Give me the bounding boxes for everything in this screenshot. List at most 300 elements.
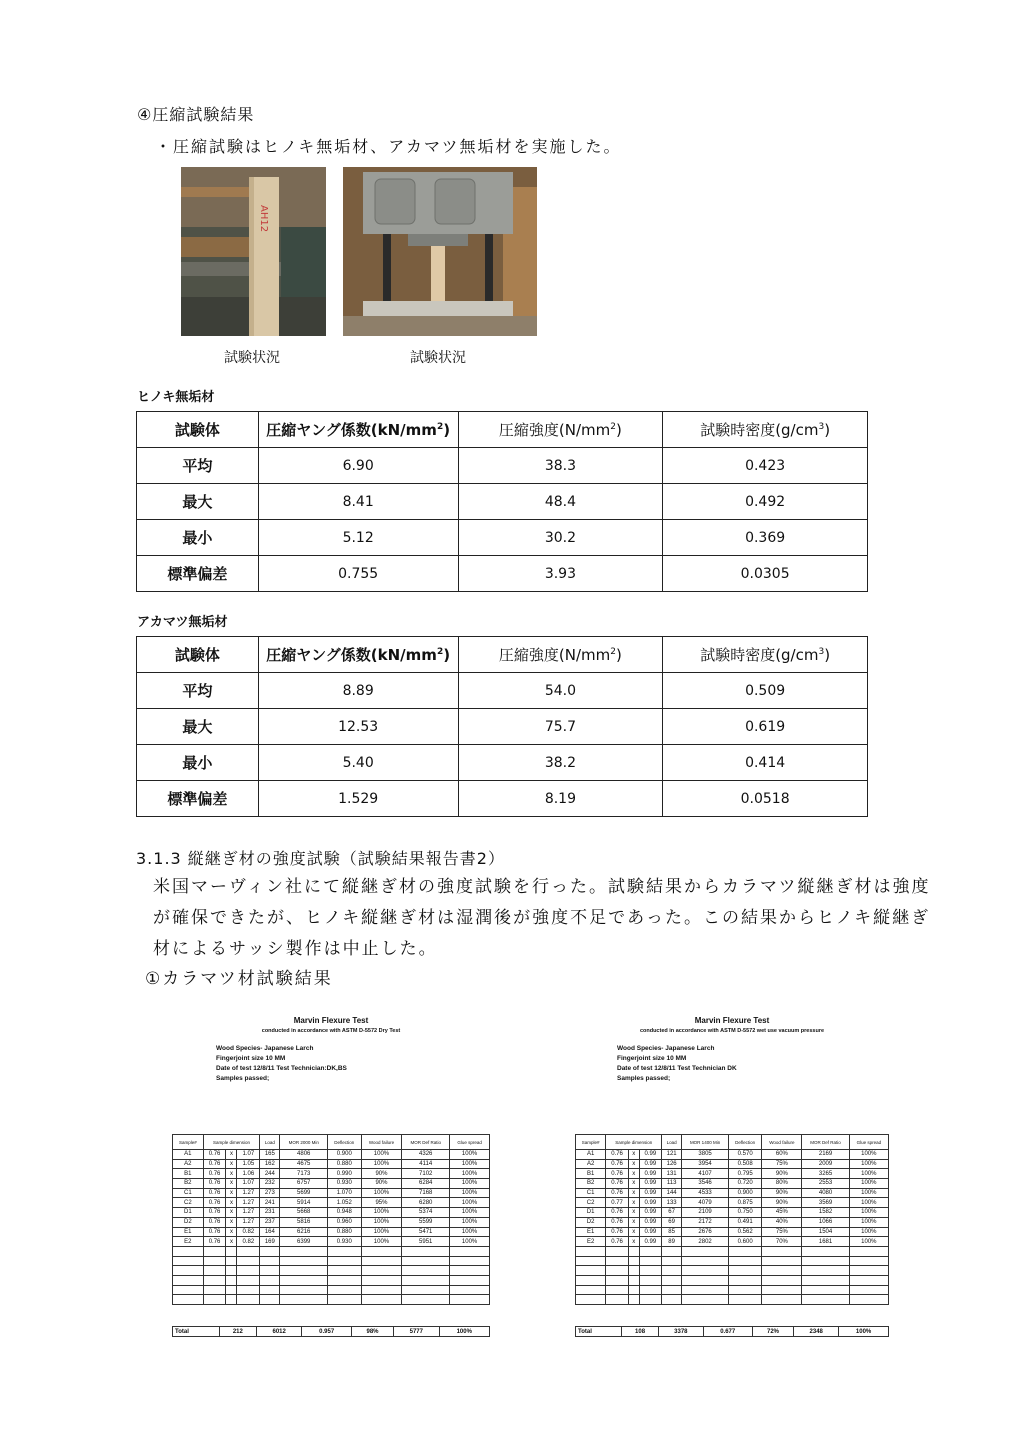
body-line: 米国マーヴィン社にて縦継ぎ材の強度試験を行った。試験結果からカラマツ縦継ぎ材は強度 bbox=[153, 877, 931, 897]
wet-total-row bbox=[575, 1326, 889, 1337]
sheet-cell bbox=[173, 1295, 204, 1305]
header-cell: 試験時密度$(g/cm^3)$ bbox=[663, 637, 868, 673]
sheet-cell: 7173 bbox=[280, 1169, 328, 1179]
sheet-cell: 1582 bbox=[802, 1208, 849, 1218]
sheet-cell bbox=[606, 1275, 629, 1285]
sheet-cell: 100% bbox=[361, 1188, 402, 1198]
sheet-cell: x bbox=[628, 1237, 639, 1247]
sheet-cell bbox=[237, 1275, 260, 1285]
sheet-total-cell: 6012 bbox=[256, 1327, 301, 1337]
table-row bbox=[137, 673, 868, 709]
sheet-cell: 0.562 bbox=[729, 1227, 762, 1237]
sheet-cell: 2172 bbox=[682, 1217, 729, 1227]
sheet-cell: 273 bbox=[260, 1188, 280, 1198]
sheet-cell: 1681 bbox=[802, 1237, 849, 1247]
body-line: が確保できたが、ヒノキ縦継ぎ材は湿潤後が強度不足であった。この結果からヒノキ縦継ぎ bbox=[153, 908, 931, 928]
sheet-cell bbox=[762, 1266, 802, 1276]
sheet-cell: 0.76 bbox=[606, 1159, 629, 1169]
sheet-cell: 0.960 bbox=[327, 1217, 361, 1227]
sheet-cell bbox=[606, 1285, 629, 1295]
sheet-cell bbox=[280, 1275, 328, 1285]
sheet-cell bbox=[237, 1266, 260, 1276]
test-photo-machine bbox=[343, 167, 537, 336]
sheet-cell bbox=[762, 1275, 802, 1285]
sheet-cell bbox=[576, 1285, 606, 1295]
sheet-total-cell: 5777 bbox=[394, 1327, 439, 1337]
sheet-cell: 0.76 bbox=[606, 1227, 629, 1237]
sheet-cell: 1.27 bbox=[237, 1198, 260, 1208]
sheet-cell: 0.76 bbox=[203, 1217, 226, 1227]
sheet-cell bbox=[628, 1285, 639, 1295]
row-label: 平均 bbox=[137, 448, 259, 484]
section-4-heading: ④圧縮試験結果 bbox=[137, 105, 255, 124]
sheet-cell: 0.76 bbox=[203, 1169, 226, 1179]
sheet-cell bbox=[662, 1285, 682, 1295]
sheet-subtitle: conducted in accordance with ASTM D-5572 Dry Test bbox=[261, 1028, 401, 1034]
sheet-cell: 2802 bbox=[682, 1237, 729, 1247]
sheet-cell: 244 bbox=[260, 1169, 280, 1179]
sheet-cell: 75% bbox=[762, 1159, 802, 1169]
sheet-cell: 0.900 bbox=[327, 1150, 361, 1160]
sheet-cell bbox=[173, 1246, 204, 1256]
sheet-cell: 0.76 bbox=[606, 1188, 629, 1198]
sheet-cell: D1 bbox=[173, 1208, 204, 1218]
sheet-cell bbox=[729, 1295, 762, 1305]
sheet-cell: 1.27 bbox=[237, 1217, 260, 1227]
sheet-cell: E1 bbox=[173, 1227, 204, 1237]
sheet-cell: 1.07 bbox=[237, 1179, 260, 1189]
sheet-cell bbox=[762, 1285, 802, 1295]
sheet-cell bbox=[576, 1295, 606, 1305]
meta-line: Fingerjoint size 10 MM bbox=[617, 1055, 687, 1062]
sheet-cell: 0.930 bbox=[327, 1179, 361, 1189]
sheet-cell bbox=[237, 1246, 260, 1256]
row-label: 最大 bbox=[137, 709, 259, 745]
sheet-cell: 232 bbox=[260, 1179, 280, 1189]
sheet-cell bbox=[173, 1266, 204, 1276]
sheet-blank-row bbox=[173, 1266, 490, 1276]
sheet-header-cell: MOR Def Ratio bbox=[402, 1135, 450, 1150]
sheet-cell bbox=[450, 1285, 490, 1295]
sheet-cell bbox=[402, 1266, 450, 1276]
sheet-cell: 0.491 bbox=[729, 1217, 762, 1227]
sheet-cell: 3265 bbox=[802, 1169, 849, 1179]
sheet-row bbox=[173, 1169, 490, 1179]
table-row bbox=[137, 709, 868, 745]
sheet-cell: 0.99 bbox=[639, 1198, 662, 1208]
header-cell: 圧縮強度$(N/mm^2)$ bbox=[458, 412, 663, 448]
sheet-row bbox=[173, 1237, 490, 1247]
hinoki-table-title: ヒノキ無垢材 bbox=[137, 390, 215, 405]
sheet-cell: x bbox=[226, 1169, 237, 1179]
karamatsu-heading: ①カラマツ材試験結果 bbox=[145, 969, 333, 989]
sheet-cell bbox=[173, 1285, 204, 1295]
sheet-cell: x bbox=[628, 1198, 639, 1208]
sheet-cell bbox=[226, 1295, 237, 1305]
sheet-cell: 4107 bbox=[682, 1169, 729, 1179]
sheet-cell bbox=[802, 1246, 849, 1256]
sheet-cell bbox=[203, 1246, 226, 1256]
sheet-cell bbox=[226, 1266, 237, 1276]
sheet-cell: 133 bbox=[662, 1198, 682, 1208]
sheet-cell bbox=[576, 1246, 606, 1256]
sheet-cell bbox=[260, 1295, 280, 1305]
sheet-cell: 4080 bbox=[802, 1188, 849, 1198]
akamatsu-table bbox=[136, 636, 868, 817]
table-cell: 54.0 bbox=[458, 673, 663, 709]
sheet-cell bbox=[802, 1266, 849, 1276]
sheet-cell: 100% bbox=[450, 1188, 490, 1198]
sheet-cell: B1 bbox=[173, 1169, 204, 1179]
sheet-cell: C1 bbox=[173, 1188, 204, 1198]
sheet-cell: 6280 bbox=[402, 1198, 450, 1208]
sheet-cell bbox=[849, 1246, 888, 1256]
sheet-cell: 100% bbox=[849, 1169, 888, 1179]
sheet-cell: x bbox=[226, 1227, 237, 1237]
sheet-row bbox=[576, 1150, 889, 1160]
sheet-header-cell: MOR 2000 Min bbox=[280, 1135, 328, 1150]
sheet-cell: 89 bbox=[662, 1237, 682, 1247]
sheet-header-cell: Sample# bbox=[173, 1135, 204, 1150]
sheet-header-row bbox=[173, 1135, 490, 1150]
sheet-cell: B1 bbox=[576, 1169, 606, 1179]
table-cell: 0.755 bbox=[258, 556, 458, 592]
sheet-cell bbox=[361, 1285, 402, 1295]
sheet-cell: 0.76 bbox=[606, 1179, 629, 1189]
sheet-cell: 100% bbox=[361, 1227, 402, 1237]
sheet-header-cell: MOR Def Ratio bbox=[802, 1135, 849, 1150]
sheet-total-cell: 3378 bbox=[658, 1327, 703, 1337]
sheet-cell: 5668 bbox=[280, 1208, 328, 1218]
sheet-cell: 0.570 bbox=[729, 1150, 762, 1160]
sheet-cell: A1 bbox=[576, 1150, 606, 1160]
sheet-cell: 100% bbox=[849, 1179, 888, 1189]
sheet-header-cell: Wood failure bbox=[762, 1135, 802, 1150]
sheet-cell bbox=[662, 1295, 682, 1305]
sheet-cell: 0.76 bbox=[606, 1208, 629, 1218]
sheet-cell: 67 bbox=[662, 1208, 682, 1218]
sheet-cell bbox=[802, 1256, 849, 1266]
sheet-cell: 2009 bbox=[802, 1159, 849, 1169]
table-cell: 5.12 bbox=[258, 520, 458, 556]
sheet-cell: B2 bbox=[173, 1179, 204, 1189]
sheet-cell bbox=[402, 1295, 450, 1305]
sheet-cell bbox=[729, 1266, 762, 1276]
sheet-cell: 100% bbox=[849, 1237, 888, 1247]
sheet-cell bbox=[849, 1266, 888, 1276]
sheet-cell: 6216 bbox=[280, 1227, 328, 1237]
sheet-cell: 0.76 bbox=[203, 1227, 226, 1237]
sheet-cell: 5599 bbox=[402, 1217, 450, 1227]
sheet-cell: 7102 bbox=[402, 1169, 450, 1179]
sheet-cell: 0.76 bbox=[606, 1169, 629, 1179]
sheet-cell: 95% bbox=[361, 1198, 402, 1208]
sheet-cell bbox=[361, 1295, 402, 1305]
table-cell: 75.7 bbox=[458, 709, 663, 745]
sheet-header-cell: Glue spread bbox=[849, 1135, 888, 1150]
sheet-cell bbox=[606, 1256, 629, 1266]
table-cell: 0.619 bbox=[663, 709, 868, 745]
sheet-cell: 100% bbox=[450, 1159, 490, 1169]
sheet-cell: 0.99 bbox=[639, 1159, 662, 1169]
table-cell: 48.4 bbox=[458, 484, 663, 520]
sheet-cell: 100% bbox=[450, 1208, 490, 1218]
sheet-cell: 0.990 bbox=[327, 1169, 361, 1179]
sheet-cell: 0.76 bbox=[606, 1237, 629, 1247]
sheet-cell bbox=[662, 1246, 682, 1256]
sheet-cell bbox=[237, 1295, 260, 1305]
sheet-row bbox=[576, 1198, 889, 1208]
sheet-cell: x bbox=[628, 1188, 639, 1198]
sheet-cell: 80% bbox=[762, 1179, 802, 1189]
sheet-cell bbox=[682, 1246, 729, 1256]
sheet-header-cell: Sample# bbox=[576, 1135, 606, 1150]
sheet-cell: 7168 bbox=[402, 1188, 450, 1198]
sheet-cell bbox=[327, 1285, 361, 1295]
sheet-cell: 1.06 bbox=[237, 1169, 260, 1179]
sheet-cell bbox=[203, 1256, 226, 1266]
sheet-cell bbox=[402, 1246, 450, 1256]
dry-results-table bbox=[172, 1134, 490, 1305]
sheet-cell: 100% bbox=[849, 1217, 888, 1227]
sheet-cell: E2 bbox=[576, 1237, 606, 1247]
sheet-cell: 4533 bbox=[682, 1188, 729, 1198]
sheet-cell bbox=[762, 1256, 802, 1266]
sheet-cell bbox=[237, 1256, 260, 1266]
sheet-row bbox=[173, 1150, 490, 1160]
sheet-cell: 5951 bbox=[402, 1237, 450, 1247]
sheet-cell bbox=[450, 1266, 490, 1276]
test-photo-specimen bbox=[181, 167, 326, 336]
table-cell: 0.492 bbox=[663, 484, 868, 520]
sheet-cell bbox=[260, 1266, 280, 1276]
row-label: 標準偏差 bbox=[137, 556, 259, 592]
sheet-cell bbox=[802, 1275, 849, 1285]
sheet-cell bbox=[639, 1295, 662, 1305]
sheet-cell bbox=[849, 1256, 888, 1266]
sheet-cell: 90% bbox=[361, 1179, 402, 1189]
sheet-cell bbox=[628, 1246, 639, 1256]
dry-total-row bbox=[172, 1326, 490, 1337]
table-cell: 38.2 bbox=[458, 745, 663, 781]
sheet-row bbox=[576, 1237, 889, 1247]
sheet-cell: x bbox=[628, 1159, 639, 1169]
sheet-cell bbox=[402, 1256, 450, 1266]
sheet-cell bbox=[327, 1295, 361, 1305]
sheet-cell: 3569 bbox=[802, 1198, 849, 1208]
sheet-cell bbox=[361, 1275, 402, 1285]
sheet-cell: 121 bbox=[662, 1150, 682, 1160]
sheet-cell: 5914 bbox=[280, 1198, 328, 1208]
sheet-row bbox=[173, 1227, 490, 1237]
sheet-cell: 90% bbox=[762, 1169, 802, 1179]
sheet-cell: 2109 bbox=[682, 1208, 729, 1218]
sheet-cell: 100% bbox=[361, 1159, 402, 1169]
sheet-cell: 4114 bbox=[402, 1159, 450, 1169]
sheet-cell: D1 bbox=[576, 1208, 606, 1218]
sheet-cell: 0.750 bbox=[729, 1208, 762, 1218]
sheet-cell: 100% bbox=[849, 1227, 888, 1237]
sheet-cell: 1066 bbox=[802, 1217, 849, 1227]
sheet-cell: 100% bbox=[849, 1208, 888, 1218]
sheet-cell: 1504 bbox=[802, 1227, 849, 1237]
sheet-cell: 0.508 bbox=[729, 1159, 762, 1169]
sheet-cell: x bbox=[226, 1237, 237, 1247]
sheet-cell: 4806 bbox=[280, 1150, 328, 1160]
sheet-cell: E1 bbox=[576, 1227, 606, 1237]
sheet-cell: 2676 bbox=[682, 1227, 729, 1237]
sheet-header-cell: Deflection bbox=[327, 1135, 361, 1150]
sheet-cell: 0.99 bbox=[639, 1169, 662, 1179]
sheet-header-row bbox=[576, 1135, 889, 1150]
table-cell: 8.41 bbox=[258, 484, 458, 520]
sheet-row bbox=[173, 1188, 490, 1198]
meta-line: Date of test 12/8/11 Test Technician:DK,BS bbox=[216, 1065, 347, 1072]
table-row bbox=[137, 484, 868, 520]
row-label: 平均 bbox=[137, 673, 259, 709]
table-cell: 5.40 bbox=[258, 745, 458, 781]
sheet-row bbox=[173, 1159, 490, 1169]
sheet-cell bbox=[682, 1295, 729, 1305]
table-cell: 6.90 bbox=[258, 448, 458, 484]
sheet-cell: 90% bbox=[762, 1198, 802, 1208]
sheet-cell: 75% bbox=[762, 1227, 802, 1237]
sheet-total-row bbox=[173, 1327, 490, 1337]
sheet-cell: 0.76 bbox=[203, 1198, 226, 1208]
sheet-cell: 90% bbox=[361, 1169, 402, 1179]
sheet-cell bbox=[576, 1266, 606, 1276]
sheet-cell bbox=[226, 1256, 237, 1266]
sheet-cell bbox=[280, 1256, 328, 1266]
sheet-total-cell: 212 bbox=[219, 1327, 256, 1337]
sheet-blank-row bbox=[576, 1285, 889, 1295]
sheet-cell: C1 bbox=[576, 1188, 606, 1198]
sheet-cell bbox=[173, 1256, 204, 1266]
sheet-cell: 162 bbox=[260, 1159, 280, 1169]
sheet-row bbox=[173, 1217, 490, 1227]
sheet-cell: 1.27 bbox=[237, 1188, 260, 1198]
sheet-cell: A2 bbox=[173, 1159, 204, 1169]
sheet-cell: 85 bbox=[662, 1227, 682, 1237]
sheet-cell bbox=[729, 1275, 762, 1285]
sheet-cell bbox=[606, 1295, 629, 1305]
sheet-cell: D2 bbox=[173, 1217, 204, 1227]
sheet-cell: 0.76 bbox=[203, 1179, 226, 1189]
sheet-cell bbox=[203, 1295, 226, 1305]
sheet-cell: 100% bbox=[849, 1159, 888, 1169]
sheet-cell bbox=[237, 1285, 260, 1295]
sheet-blank-row bbox=[576, 1295, 889, 1305]
sheet-blank-row bbox=[576, 1266, 889, 1276]
sheet-cell bbox=[450, 1256, 490, 1266]
section-313-heading: 3.1.3 縦継ぎ材の強度試験（試験結果報告書2） bbox=[136, 849, 505, 868]
sheet-cell: D2 bbox=[576, 1217, 606, 1227]
sheet-cell: 100% bbox=[849, 1150, 888, 1160]
sheet-blank-row bbox=[576, 1275, 889, 1285]
table-cell: 3.93 bbox=[458, 556, 663, 592]
sheet-cell: 165 bbox=[260, 1150, 280, 1160]
sheet-cell: 100% bbox=[361, 1217, 402, 1227]
sheet-cell bbox=[682, 1266, 729, 1276]
sheet-cell: x bbox=[226, 1179, 237, 1189]
sheet-cell: 40% bbox=[762, 1217, 802, 1227]
sheet-title: Marvin Flexure Test bbox=[694, 1016, 770, 1025]
sheet-row bbox=[173, 1179, 490, 1189]
sheet-cell: 0.76 bbox=[203, 1188, 226, 1198]
sheet-cell bbox=[628, 1266, 639, 1276]
table-cell: 8.89 bbox=[258, 673, 458, 709]
sheet-cell: A2 bbox=[576, 1159, 606, 1169]
sheet-blank-row bbox=[576, 1256, 889, 1266]
sheet-cell: 126 bbox=[662, 1159, 682, 1169]
sheet-total-cell: 0.677 bbox=[703, 1327, 752, 1337]
sheet-cell bbox=[849, 1275, 888, 1285]
sheet-cell bbox=[606, 1266, 629, 1276]
meta-line: Wood Species- Japanese Larch bbox=[216, 1045, 314, 1052]
sheet-cell bbox=[226, 1275, 237, 1285]
meta-line: Wood Species- Japanese Larch bbox=[617, 1045, 715, 1052]
table-cell: 0.369 bbox=[663, 520, 868, 556]
sheet-cell bbox=[203, 1266, 226, 1276]
sheet-cell: C2 bbox=[173, 1198, 204, 1208]
table-row bbox=[137, 448, 868, 484]
akamatsu-table-title: アカマツ無垢材 bbox=[137, 615, 228, 630]
sheet-cell: 0.720 bbox=[729, 1179, 762, 1189]
sheet-cell: 0.795 bbox=[729, 1169, 762, 1179]
sheet-cell: 45% bbox=[762, 1208, 802, 1218]
hinoki-table bbox=[136, 411, 868, 592]
sheet-header-cell: Sample dimension bbox=[606, 1135, 662, 1150]
sheet-cell: 5699 bbox=[280, 1188, 328, 1198]
sheet-cell: 4675 bbox=[280, 1159, 328, 1169]
sheet-cell bbox=[226, 1246, 237, 1256]
table-cell: 0.0305 bbox=[663, 556, 868, 592]
sheet-cell: 100% bbox=[450, 1237, 490, 1247]
sheet-cell: 237 bbox=[260, 1217, 280, 1227]
sheet-cell: 144 bbox=[662, 1188, 682, 1198]
sheet-cell: x bbox=[226, 1217, 237, 1227]
sheet-cell bbox=[662, 1266, 682, 1276]
sheet-header-cell: Sample dimension bbox=[203, 1135, 260, 1150]
sheet-cell: 100% bbox=[361, 1237, 402, 1247]
sheet-header-cell: Load bbox=[662, 1135, 682, 1150]
sheet-total-cell: 0.957 bbox=[302, 1327, 352, 1337]
sheet-cell: 70% bbox=[762, 1237, 802, 1247]
sheet-cell bbox=[450, 1275, 490, 1285]
sheet-cell: 241 bbox=[260, 1198, 280, 1208]
sheet-header-cell: Deflection bbox=[729, 1135, 762, 1150]
sheet-cell: 0.99 bbox=[639, 1227, 662, 1237]
sheet-cell bbox=[639, 1256, 662, 1266]
sheet-cell: 100% bbox=[849, 1188, 888, 1198]
row-label: 最大 bbox=[137, 484, 259, 520]
sheet-row bbox=[576, 1208, 889, 1218]
sheet-cell: 0.600 bbox=[729, 1237, 762, 1247]
akamatsu-header-row bbox=[137, 637, 868, 673]
sheet-cell: 0.99 bbox=[639, 1179, 662, 1189]
sheet-cell: 90% bbox=[762, 1188, 802, 1198]
sheet-cell: x bbox=[226, 1150, 237, 1160]
meta-line: Samples passed; bbox=[617, 1075, 671, 1082]
section-4-note: ・圧縮試験はヒノキ無垢材、アカマツ無垢材を実施した。 bbox=[155, 137, 622, 156]
sheet-cell: x bbox=[226, 1159, 237, 1169]
sheet-cell: A1 bbox=[173, 1150, 204, 1160]
sheet-blank-row bbox=[576, 1246, 889, 1256]
sheet-cell bbox=[662, 1256, 682, 1266]
sheet-cell: 0.99 bbox=[639, 1188, 662, 1198]
table-cell: 38.3 bbox=[458, 448, 663, 484]
sheet-row bbox=[576, 1227, 889, 1237]
